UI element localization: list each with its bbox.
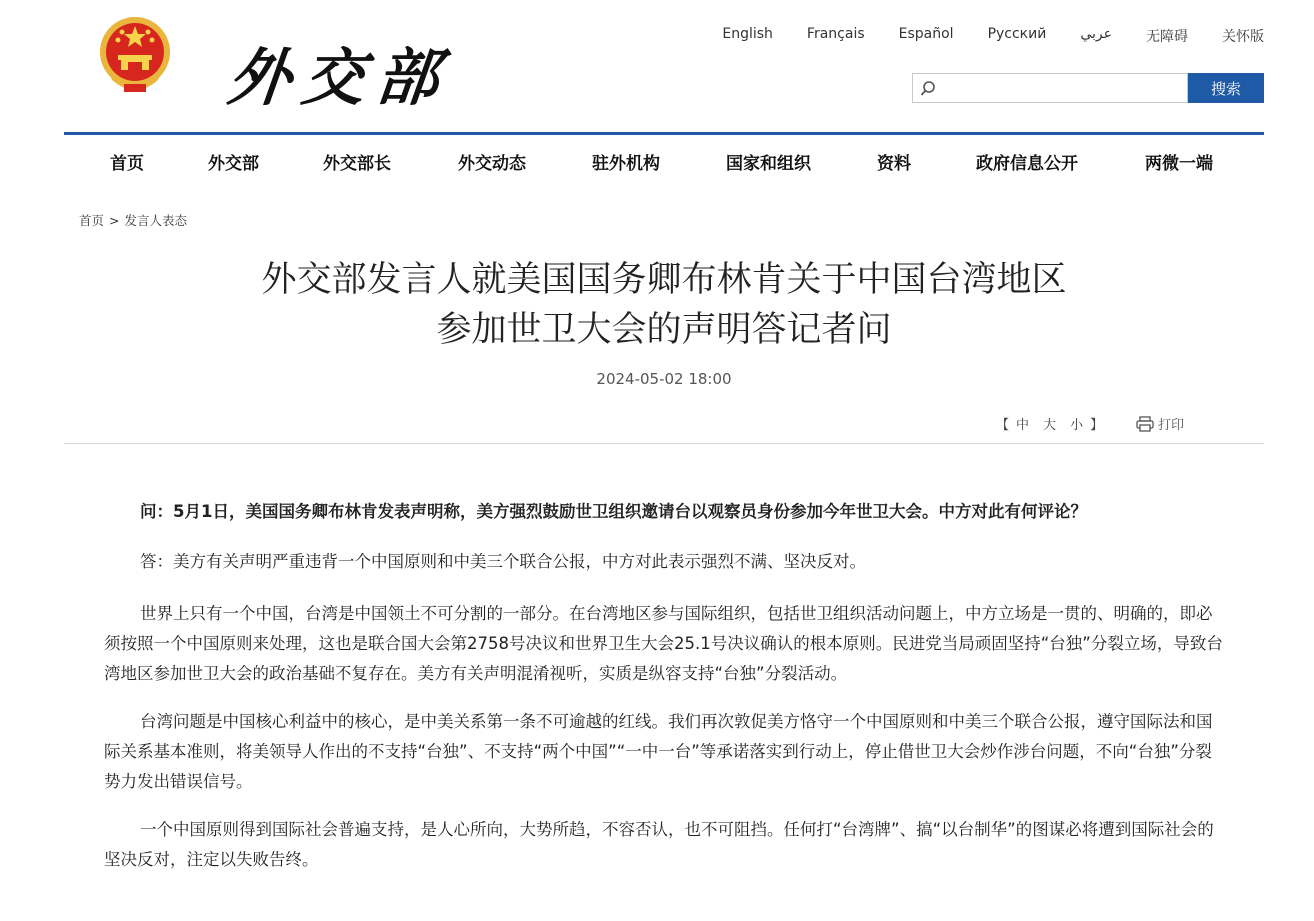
lang-spanish[interactable]: Español	[898, 26, 954, 42]
nav-item-resources[interactable]: 资料	[877, 154, 911, 174]
lang-french[interactable]: Français	[806, 26, 865, 42]
font-size-large[interactable]: 大	[1043, 418, 1057, 433]
ministry-calligraphy-logo[interactable]	[224, 8, 459, 123]
language-bar	[688, 26, 1264, 46]
nav-item-countries-organizations[interactable]: 国家和组织	[726, 154, 811, 174]
accessibility-link[interactable]: 无障碍	[1146, 29, 1188, 45]
national-emblem-logo[interactable]	[98, 10, 172, 98]
nav-item-home[interactable]: 首页	[110, 154, 144, 174]
bracket-open: 【	[996, 418, 1010, 433]
body-paragraph: 台湾问题是中国核心利益中的核心，是中美关系第一条不可逾越的红线。我们再次敦促美方恪守一个中国原则和中美三个联合公报，遵守国际法和国际关系基本准则，将美领导人作出的不支持“台独”、不支持“两个中国”“一中一台”等承诺落实到行动上，停止借世卫大会炒作涉台问题，不向“台独”分裂势力发出错误信号。	[104, 712, 1213, 791]
search-box	[912, 73, 1188, 103]
bracket-close: 】	[1090, 418, 1104, 433]
print-button[interactable]	[1136, 414, 1184, 433]
main-nav	[64, 135, 1264, 187]
site-header	[64, 0, 1264, 132]
article-title	[64, 255, 1264, 355]
answer-paragraph: 答：美方有关声明严重违背一个中国原则和中美三个联合公报，中方对此表示强烈不满、坚决反对。	[140, 552, 866, 571]
nav-item-missions-abroad[interactable]: 驻外机构	[592, 154, 660, 174]
font-size-medium[interactable]: 中	[1016, 418, 1030, 433]
font-size-small[interactable]: 小	[1070, 418, 1084, 433]
search-bar	[912, 73, 1264, 103]
breadcrumb	[79, 211, 187, 229]
search-button[interactable]: 搜索	[1188, 73, 1264, 103]
nav-item-social-media[interactable]: 两微一端	[1145, 154, 1213, 174]
question-paragraph: 问：5月1日，美国国务卿布林肯发表声明称，美方强烈鼓励世卫组织邀请台以观察员身份参加今年世卫大会。中方对此有何评论？	[140, 502, 1087, 521]
printer-icon	[1136, 416, 1154, 432]
body-paragraph: 一个中国原则得到国际社会普遍支持，是人心所向，大势所趋，不容否认，也不可阻挡。任何打“台湾牌”、搞“以台制华”的图谋必将遭到国际社会的坚决反对，注定以失败告终。	[104, 820, 1214, 869]
article-date: 2024-05-02 18:00	[596, 370, 732, 388]
breadcrumb-home[interactable]: 首页	[79, 213, 105, 228]
article-body	[104, 497, 1228, 893]
lang-russian[interactable]: Русский	[987, 26, 1047, 42]
header-divider	[64, 443, 1264, 444]
lang-english[interactable]: English	[722, 26, 773, 42]
print-label: 打印	[1158, 418, 1185, 433]
article-title-line2: 参加世卫大会的声明答记者问	[436, 310, 892, 350]
nav-item-diplomatic-news[interactable]: 外交动态	[458, 154, 526, 174]
nav-item-ministry[interactable]: 外交部	[208, 154, 259, 174]
lang-arabic[interactable]: عربي	[1080, 26, 1112, 42]
font-size-controls	[996, 414, 1103, 433]
breadcrumb-separator: >	[109, 213, 120, 228]
search-input[interactable]	[941, 77, 1181, 99]
elderly-care-link[interactable]: 关怀版	[1222, 29, 1264, 45]
nav-item-gov-info[interactable]: 政府信息公开	[976, 154, 1078, 174]
nav-item-minister[interactable]: 外交部长	[323, 154, 391, 174]
body-paragraph: 世界上只有一个中国，台湾是中国领土不可分割的一部分。在台湾地区参与国际组织，包括世卫组织活动问题上，中方立场是一贯的、明确的，即必须按照一个中国原则来处理，这也是联合国大会第2758号决议和世界卫生大会25.1号决议确认的根本原则。民进党当局顽固坚持“台独”分裂立场，导致台湾地区参加世卫大会的政治基础不复存在。美方有关声明混淆视听，实质是纵容支持“台独”分裂活动。	[104, 604, 1223, 683]
search-icon	[919, 80, 937, 98]
brand-text: 外交部	[224, 41, 455, 114]
breadcrumb-current[interactable]: 发言人表态	[124, 213, 188, 228]
article-title-line1: 外交部发言人就美国国务卿布林肯关于中国台湾地区	[261, 260, 1067, 300]
